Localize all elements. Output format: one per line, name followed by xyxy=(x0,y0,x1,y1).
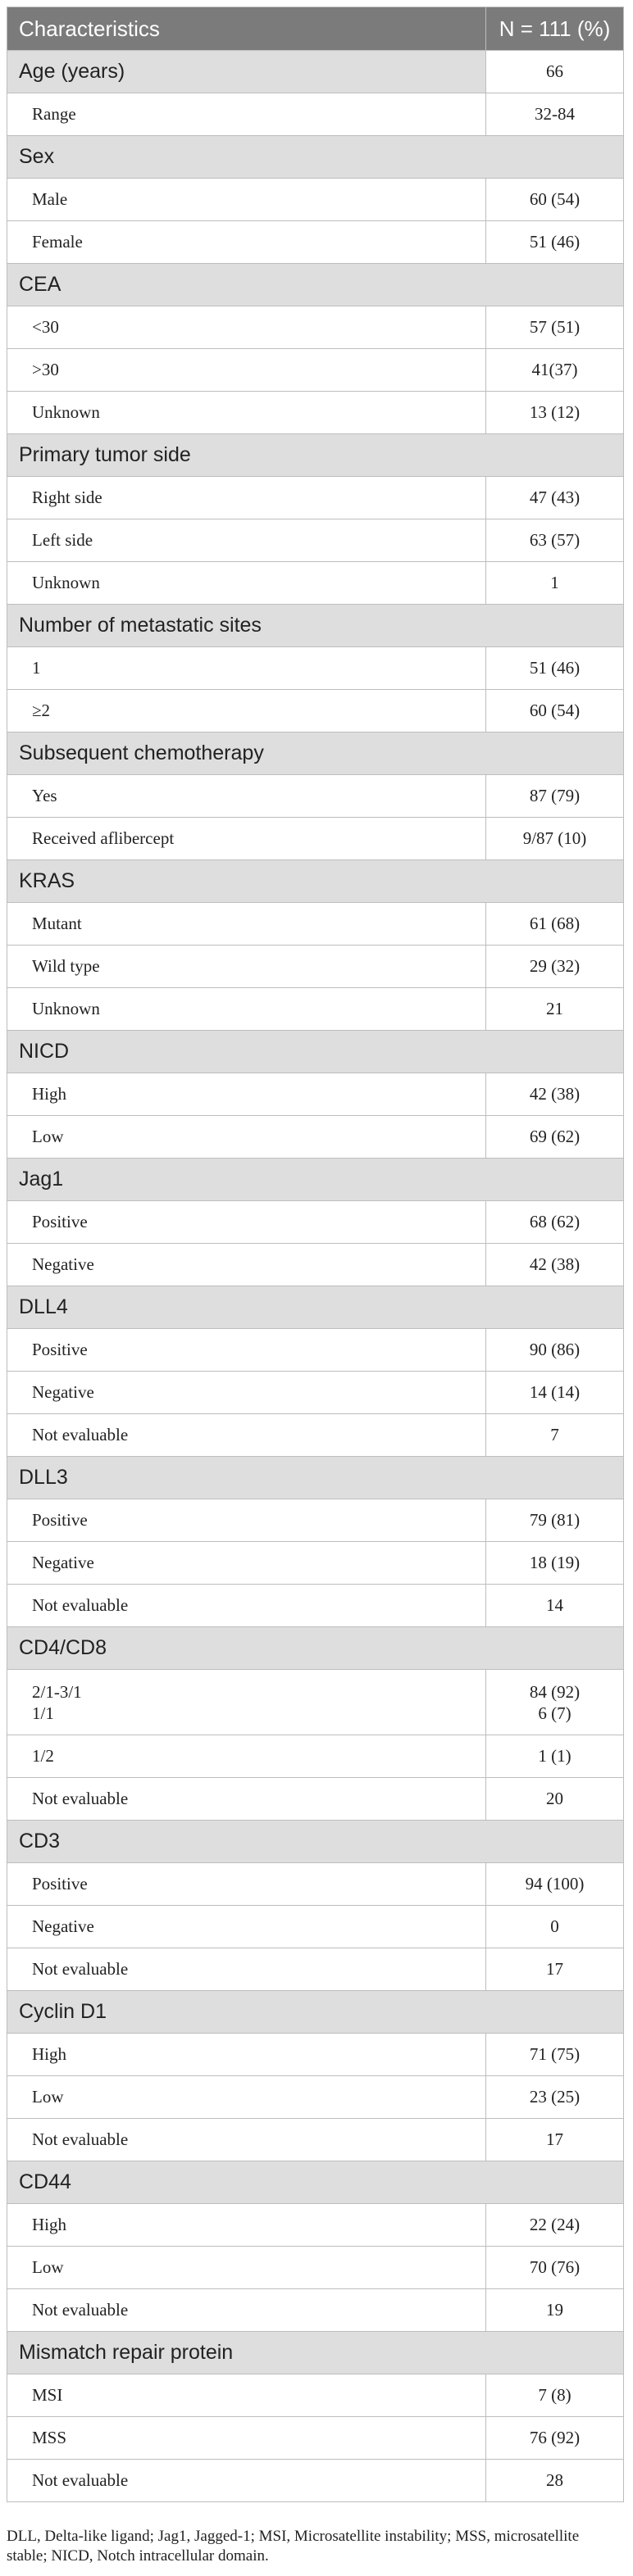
row-label: Positive xyxy=(7,1201,486,1244)
section-nicd xyxy=(7,1031,624,1073)
row-value: 41(37) xyxy=(486,349,624,392)
section-cd4-cd8 xyxy=(7,1627,624,1670)
section-age xyxy=(7,51,624,93)
row-label: >30 xyxy=(7,349,486,392)
row-label: Not evaluable xyxy=(7,2119,486,2161)
table-row xyxy=(7,349,624,392)
row-value: 28 xyxy=(486,2460,624,2502)
row-value: 90 (86) xyxy=(486,1329,624,1372)
table-row xyxy=(7,1244,624,1286)
table-row xyxy=(7,1329,624,1372)
row-label: Not evaluable xyxy=(7,1778,486,1821)
row-value: 17 xyxy=(486,2119,624,2161)
table-row xyxy=(7,2034,624,2076)
row-label: Positive xyxy=(7,1329,486,1372)
table-footnote: DLL, Delta-like ligand; Jag1, Jagged-1; MSI, Microsatellite instability; MSS, microsatellite stable; NICD, Notch intracellular domain. xyxy=(7,2528,580,2565)
section-title: Jag1 xyxy=(7,1159,624,1201)
table-row xyxy=(7,1414,624,1457)
section-title: DLL3 xyxy=(7,1457,624,1499)
row-label: Unknown xyxy=(7,988,486,1031)
table-row xyxy=(7,392,624,434)
row-value: 61 (68) xyxy=(486,903,624,946)
table-row xyxy=(7,988,624,1031)
row-label: Wild type xyxy=(7,946,486,988)
section-title: Subsequent chemotherapy xyxy=(7,732,624,775)
section-dll3 xyxy=(7,1457,624,1499)
table-row xyxy=(7,1542,624,1585)
row-value: 29 (32) xyxy=(486,946,624,988)
table-row xyxy=(7,1863,624,1906)
row-value: 22 (24) xyxy=(486,2204,624,2247)
row-value: 9/87 (10) xyxy=(486,818,624,860)
row-value: 47 (43) xyxy=(486,477,624,519)
row-label: Negative xyxy=(7,1244,486,1286)
row-label: Male xyxy=(7,179,486,221)
row-label: Positive xyxy=(7,1499,486,1542)
row-label: Unknown xyxy=(7,562,486,605)
table-row xyxy=(7,179,624,221)
section-cyclin-d1 xyxy=(7,1991,624,2034)
table-row xyxy=(7,221,624,264)
row-label: Negative xyxy=(7,1372,486,1414)
row-value: 70 (76) xyxy=(486,2247,624,2289)
row-label: Right side xyxy=(7,477,486,519)
header-characteristics: Characteristics xyxy=(7,7,486,51)
row-label: Range xyxy=(7,93,486,136)
table-row xyxy=(7,1948,624,1991)
row-label: Female xyxy=(7,221,486,264)
row-label-line: 1/1 xyxy=(32,1703,54,1723)
row-label: Low xyxy=(7,2247,486,2289)
row-label: Not evaluable xyxy=(7,1414,486,1457)
table-row xyxy=(7,93,624,136)
row-value: 17 xyxy=(486,1948,624,1991)
row-value: 60 (54) xyxy=(486,690,624,732)
table-row xyxy=(7,562,624,605)
row-value: 87 (79) xyxy=(486,775,624,818)
row-value: 94 (100) xyxy=(486,1863,624,1906)
table-row xyxy=(7,1906,624,1948)
table-row xyxy=(7,2204,624,2247)
row-value: 42 (38) xyxy=(486,1073,624,1116)
section-title: Number of metastatic sites xyxy=(7,605,624,647)
row-label: Received aflibercept xyxy=(7,818,486,860)
row-value: 69 (62) xyxy=(486,1116,624,1159)
row-value: 1 (1) xyxy=(486,1735,624,1778)
row-label: Yes xyxy=(7,775,486,818)
row-label: Negative xyxy=(7,1542,486,1585)
section-title: KRAS xyxy=(7,860,624,903)
row-value: 60 (54) xyxy=(486,179,624,221)
row-label: 1 xyxy=(7,647,486,690)
table-row xyxy=(7,1735,624,1778)
section-jag1 xyxy=(7,1159,624,1201)
table-row xyxy=(7,1499,624,1542)
row-value: 21 xyxy=(486,988,624,1031)
table-row xyxy=(7,2076,624,2119)
row-value: 51 (46) xyxy=(486,647,624,690)
row-label: MSI xyxy=(7,2374,486,2417)
row-value: 71 (75) xyxy=(486,2034,624,2076)
row-label: Negative xyxy=(7,1906,486,1948)
row-value: 42 (38) xyxy=(486,1244,624,1286)
row-label: High xyxy=(7,1073,486,1116)
section-dll4 xyxy=(7,1286,624,1329)
row-value: 20 xyxy=(486,1778,624,1821)
table-row xyxy=(7,690,624,732)
row-value: 7 (8) xyxy=(486,2374,624,2417)
section-title: CD44 xyxy=(7,2161,624,2204)
section-subsequent-chemotherapy xyxy=(7,732,624,775)
section-title: Primary tumor side xyxy=(7,434,624,477)
section-cd44 xyxy=(7,2161,624,2204)
section-title: DLL4 xyxy=(7,1286,624,1329)
row-label: Not evaluable xyxy=(7,2289,486,2332)
row-value-line: 6 (7) xyxy=(538,1703,572,1723)
row-label: Low xyxy=(7,2076,486,2119)
row-label: High xyxy=(7,2204,486,2247)
row-label xyxy=(7,1670,486,1735)
row-value: 76 (92) xyxy=(486,2417,624,2460)
row-value: 63 (57) xyxy=(486,519,624,562)
section-cd3 xyxy=(7,1821,624,1863)
section-title: Cyclin D1 xyxy=(7,1991,624,2034)
row-value: 68 (62) xyxy=(486,1201,624,1244)
row-label: 1/2 xyxy=(7,1735,486,1778)
section-mismatch-repair-protein xyxy=(7,2332,624,2374)
table-row xyxy=(7,1116,624,1159)
row-label: High xyxy=(7,2034,486,2076)
table-row xyxy=(7,519,624,562)
row-value: 14 (14) xyxy=(486,1372,624,1414)
row-value xyxy=(486,1670,624,1735)
row-value: 1 xyxy=(486,562,624,605)
row-label: Not evaluable xyxy=(7,1948,486,1991)
table-row xyxy=(7,2460,624,2502)
row-value: 79 (81) xyxy=(486,1499,624,1542)
row-label: MSS xyxy=(7,2417,486,2460)
table-row xyxy=(7,477,624,519)
row-value: 14 xyxy=(486,1585,624,1627)
section-title: Sex xyxy=(7,136,624,179)
row-label: ≥2 xyxy=(7,690,486,732)
table-row xyxy=(7,2417,624,2460)
section-sex xyxy=(7,136,624,179)
row-label: Not evaluable xyxy=(7,2460,486,2502)
row-label: Mutant xyxy=(7,903,486,946)
section-title: CEA xyxy=(7,264,624,306)
table-row xyxy=(7,1670,624,1735)
row-label: Positive xyxy=(7,1863,486,1906)
section-title: CD3 xyxy=(7,1821,624,1863)
row-label: Unknown xyxy=(7,392,486,434)
section-metastatic-sites xyxy=(7,605,624,647)
table-row xyxy=(7,1201,624,1244)
row-label: Left side xyxy=(7,519,486,562)
row-value-line: 84 (92) xyxy=(529,1681,581,1702)
table-row xyxy=(7,1073,624,1116)
table-row xyxy=(7,2119,624,2161)
row-label: Low xyxy=(7,1116,486,1159)
table-row xyxy=(7,306,624,349)
section-value: 66 xyxy=(486,51,624,93)
section-title: Mismatch repair protein xyxy=(7,2332,624,2374)
row-value: 32-84 xyxy=(486,93,624,136)
table-row xyxy=(7,903,624,946)
row-value: 18 (19) xyxy=(486,1542,624,1585)
row-value: 51 (46) xyxy=(486,221,624,264)
table-row xyxy=(7,946,624,988)
row-label: <30 xyxy=(7,306,486,349)
row-value: 7 xyxy=(486,1414,624,1457)
table-row xyxy=(7,2374,624,2417)
table-row xyxy=(7,2247,624,2289)
section-primary-tumor-side xyxy=(7,434,624,477)
table-row xyxy=(7,1585,624,1627)
row-value: 57 (51) xyxy=(486,306,624,349)
section-title: Age (years) xyxy=(7,51,486,93)
characteristics-table xyxy=(7,7,624,2502)
row-value: 23 (25) xyxy=(486,2076,624,2119)
header-n: N = 111 (%) xyxy=(486,7,624,51)
table-row xyxy=(7,1778,624,1821)
table-row xyxy=(7,2289,624,2332)
row-value: 13 (12) xyxy=(486,392,624,434)
row-label: Not evaluable xyxy=(7,1585,486,1627)
table-row xyxy=(7,818,624,860)
section-kras xyxy=(7,860,624,903)
section-title: NICD xyxy=(7,1031,624,1073)
table-row xyxy=(7,775,624,818)
section-cea xyxy=(7,264,624,306)
table-header-row xyxy=(7,7,624,51)
section-title: CD4/CD8 xyxy=(7,1627,624,1670)
row-value: 0 xyxy=(486,1906,624,1948)
row-label-line: 2/1-3/1 xyxy=(32,1681,82,1702)
row-value: 19 xyxy=(486,2289,624,2332)
table-row xyxy=(7,647,624,690)
table-row xyxy=(7,1372,624,1414)
